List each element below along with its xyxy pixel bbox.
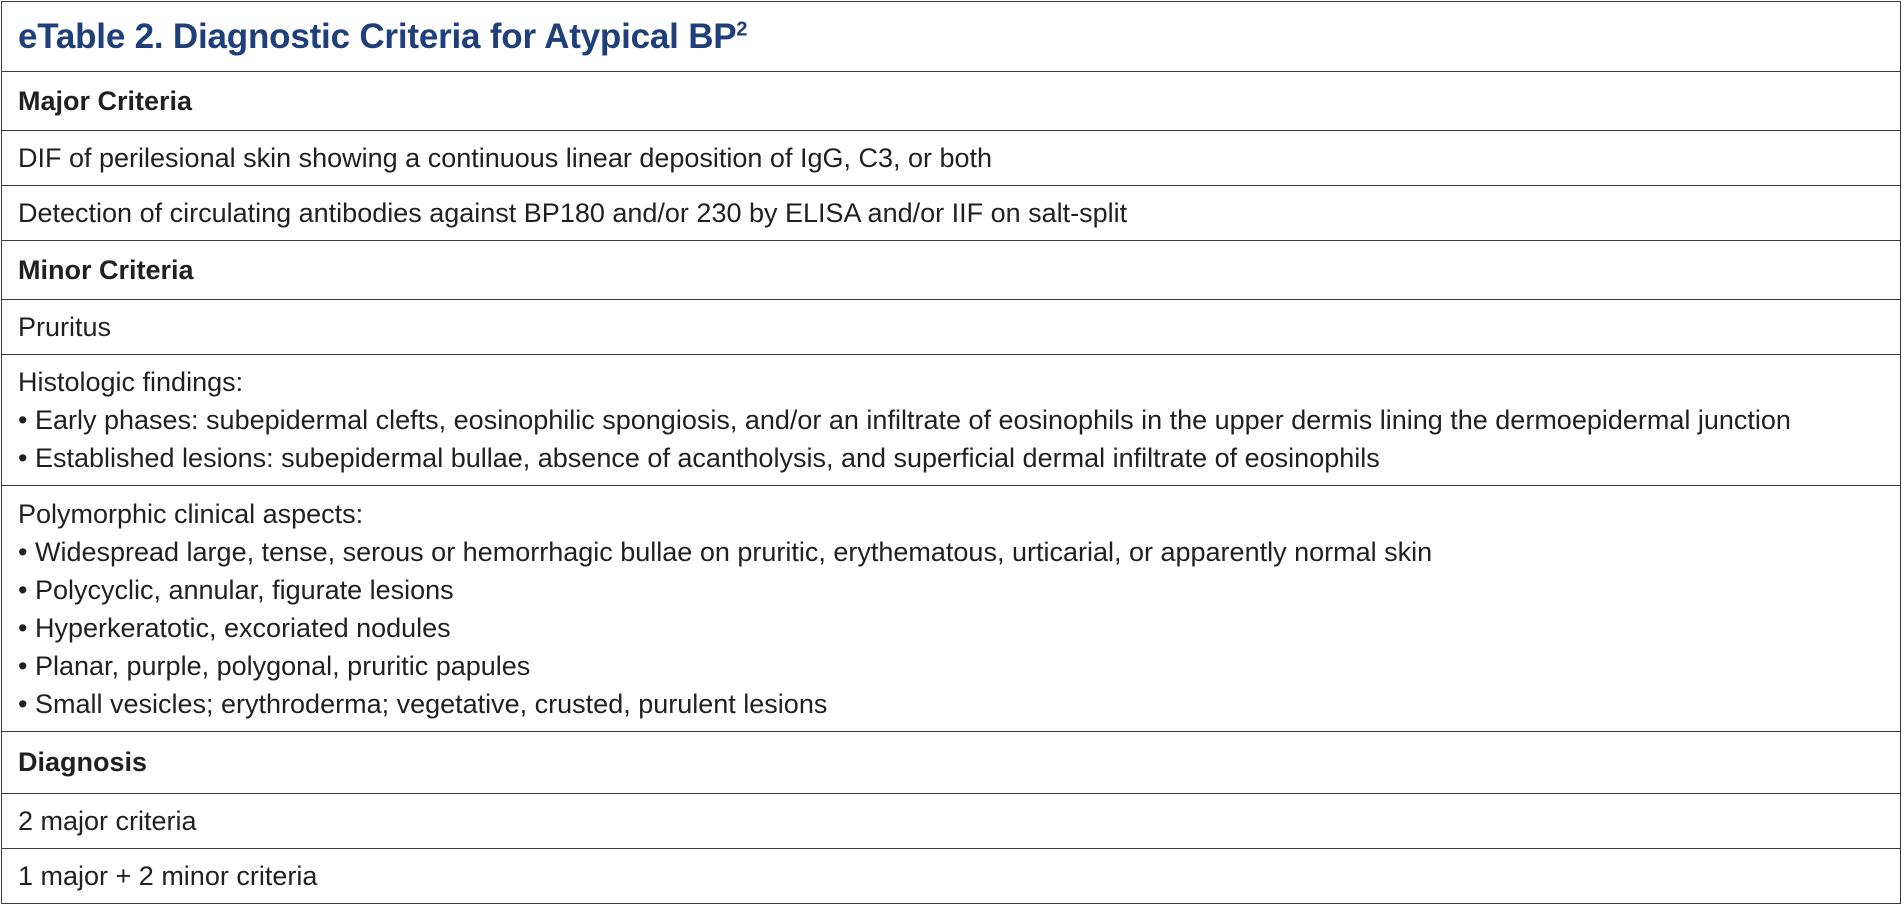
section-heading-diagnosis [2, 731, 1900, 793]
diagnosis-option-2: 1 major + 2 minor criteria [18, 860, 318, 891]
table-row-clinical [2, 485, 1900, 731]
diagnosis-option-1: 2 major criteria [18, 805, 197, 836]
clinical-bullet-1: • Widespread large, tense, serous or hemorrhagic bullae on pruritic, erythematous, urticarial, or apparently normal skin [18, 533, 1432, 571]
major-criterion-2: Detection of circulating antibodies against BP180 and/or 230 by ELISA and/or IIF on salt-split [18, 197, 1128, 228]
clinical-bullet-3: • Hyperkeratotic, excoriated nodules [18, 609, 451, 647]
major-criterion-1: DIF of perilesional skin showing a continuous linear deposition of IgG, C3, or both [18, 142, 993, 173]
table-title-text: eTable 2. Diagnostic Criteria for Atypical BP [18, 16, 737, 56]
histologic-bullet-2: • Established lesions: subepidermal bullae, absence of acantholysis, and superficial dermal infiltrate of eosinophils [18, 439, 1380, 477]
minor-criteria-heading: Minor Criteria [18, 254, 194, 285]
section-heading-minor [2, 240, 1900, 299]
clinical-bullet-2: • Polycyclic, annular, figurate lesions [18, 571, 454, 609]
clinical-label: Polymorphic clinical aspects: [18, 498, 364, 529]
table-title [18, 17, 747, 57]
histologic-label: Histologic findings: [18, 367, 244, 397]
table-row-histologic [2, 354, 1900, 485]
criteria-table [1, 1, 1901, 904]
histologic-bullet-1: • Early phases: subepidermal clefts, eosinophilic spongiosis, and/or an infiltrate of eosinophils in the upper dermis lining the dermoepidermal junction [18, 401, 1791, 439]
clinical-bullet-5: • Small vesicles; erythroderma; vegetative, crusted, purulent lesions [18, 685, 827, 723]
table-row [2, 185, 1900, 240]
table-row [2, 130, 1900, 185]
major-criteria-heading: Major Criteria [18, 85, 193, 116]
diagnosis-heading: Diagnosis [18, 747, 148, 777]
section-heading-major [2, 71, 1900, 130]
title-reference-superscript: 2 [736, 17, 748, 40]
table-row [2, 848, 1900, 903]
table-title-row [2, 2, 1900, 71]
clinical-bullet-4: • Planar, purple, polygonal, pruritic papules [18, 647, 530, 685]
table-row [2, 299, 1900, 354]
minor-criterion-pruritus: Pruritus [18, 311, 112, 342]
table-row [2, 793, 1900, 848]
